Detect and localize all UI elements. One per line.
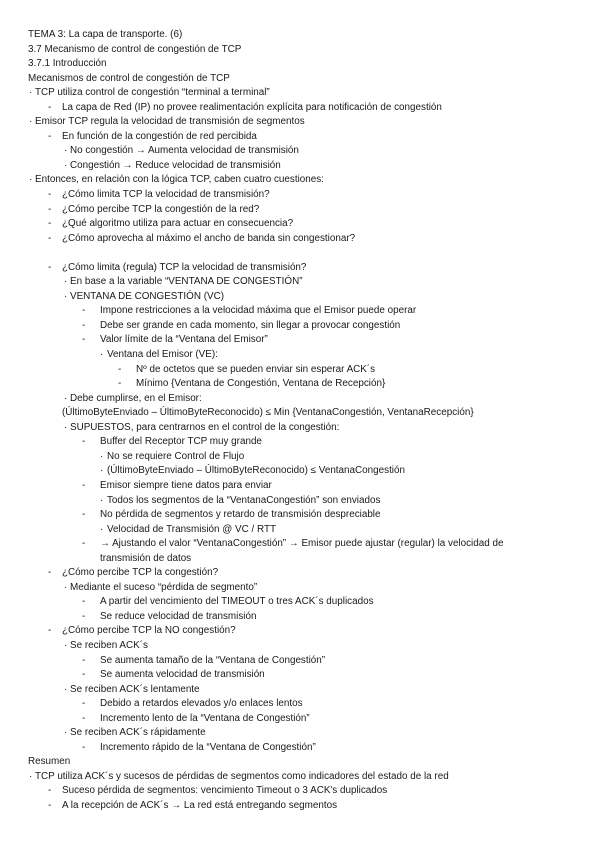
line-text: Mediante el suceso “pérdida de segmento” — [70, 581, 258, 593]
bullet-dot: · — [64, 290, 68, 302]
outline-line — [28, 523, 600, 538]
line-text: Debe ser grande en cada momento, sin llegar a provocar congestión — [100, 319, 401, 331]
line-text: (ÚltimoByteEnviado – ÚltimoByteReconocido) ≤ Min {VentanaCongestión, VentanaRecepción} — [62, 407, 474, 419]
line-text: ¿Cómo percibe TCP la congestión? — [62, 567, 219, 579]
outline-line — [28, 377, 600, 392]
bullet-dot: · — [29, 174, 33, 186]
outline-line — [28, 203, 600, 218]
line-text: TEMA 3: La capa de transporte. (6) — [28, 29, 183, 40]
outline-line — [28, 479, 600, 494]
outline-line — [28, 537, 600, 552]
line-text: 3.7.1 Introducción — [28, 58, 107, 70]
outline-line — [28, 43, 600, 58]
bullet-dash: - — [82, 669, 86, 681]
outline-line — [28, 726, 600, 741]
outline-line — [28, 72, 600, 87]
line-text: Incremento rápido de la “Ventana de Congestión” — [100, 741, 316, 753]
bullet-dash: - — [48, 232, 52, 244]
bullet-dot: · — [64, 159, 68, 171]
line-text: Resumen — [28, 756, 71, 768]
line-text: Mecanismos de control de congestión de TCP — [28, 72, 230, 84]
outline-line — [28, 392, 600, 407]
line-text: → Ajustando el valor “VentanaCongestión” → Emisor puede ajustar (regular) la velocidad de — [100, 538, 504, 550]
line-text: VENTANA DE CONGESTIÓN (VC) — [70, 290, 224, 302]
outline-line — [28, 333, 600, 348]
line-text: La capa de Red (IP) no provee realimentación explícita para notificación de congestión — [62, 101, 442, 113]
line-text: Se reciben ACK´s rápidamente — [70, 727, 206, 739]
bullet-dash: - — [82, 741, 86, 753]
outline-line — [28, 232, 600, 247]
line-text: Emisor TCP regula la velocidad de transmisión de segmentos — [35, 116, 305, 128]
bullet-dot: · — [64, 276, 68, 288]
bullet-dash: - — [48, 101, 52, 113]
outline-line — [28, 159, 600, 174]
line-text: Suceso pérdida de segmentos: vencimiento Timeout o 3 ACK's duplicados — [62, 785, 388, 797]
bullet-dot: · — [64, 392, 68, 404]
bullet-dash: - — [82, 610, 86, 622]
bullet-dash: - — [82, 712, 86, 724]
outline-line — [28, 610, 600, 625]
line-text: TCP utiliza ACK´s y sucesos de pérdidas de segmentos como indicadores del estado de la red — [35, 770, 449, 782]
line-text: Entonces, en relación con la lógica TCP, caben cuatro cuestiones: — [35, 174, 324, 186]
line-text: No pérdida de segmentos y retardo de transmisión despreciable — [100, 509, 381, 521]
bullet-dot: · — [64, 639, 68, 651]
line-text: Debido a retardos elevados y/o enlaces lentos — [100, 698, 303, 710]
bullet-dash: - — [48, 625, 52, 637]
line-text: TCP utiliza control de congestión “terminal a terminal” — [35, 87, 270, 99]
outline-line — [28, 755, 600, 770]
outline-line — [28, 581, 600, 596]
bullet-dot: · — [64, 581, 68, 593]
line-text: En función de la congestión de red percibida — [62, 130, 257, 142]
outline-line — [28, 115, 600, 130]
outline-line — [28, 566, 600, 581]
outline-line — [28, 130, 600, 145]
line-text: Se reciben ACK´s — [70, 639, 148, 651]
outline-line — [28, 595, 600, 610]
line-text: Ventana del Emisor (VE): — [107, 349, 218, 361]
bullet-dash: - — [82, 596, 86, 608]
outline-line — [28, 712, 600, 727]
bullet-dash: - — [48, 785, 52, 797]
line-text: Nº de octetos que se pueden enviar sin esperar ACK´s — [136, 363, 376, 375]
line-text: 3.7 Mecanismo de control de congestión de TCP — [28, 43, 242, 55]
outline-line — [28, 770, 600, 785]
line-text: Velocidad de Transmisión @ VC / RTT — [107, 523, 277, 535]
line-text: Todos los segmentos de la “VentanaCongestión” son enviados — [107, 494, 381, 506]
outline-line — [28, 275, 600, 290]
outline-line — [28, 217, 600, 232]
bullet-dot: · — [64, 683, 68, 695]
line-text: ¿Cómo percibe TCP la congestión de la red? — [62, 203, 260, 215]
line-text: ¿Cómo limita TCP la velocidad de transmisión? — [62, 189, 270, 201]
bullet-dot: · — [29, 116, 33, 128]
outline-line — [28, 144, 600, 159]
outline-line — [28, 464, 600, 479]
outline-line — [28, 261, 600, 276]
outline-line — [28, 319, 600, 334]
outline-line — [28, 421, 600, 436]
bullet-dash: - — [82, 698, 86, 710]
blank-line — [28, 246, 600, 261]
bullet-dash: - — [48, 189, 52, 201]
bullet-dash: - — [82, 305, 86, 317]
outline-line — [28, 173, 600, 188]
line-text: Mínimo {Ventana de Congestión, Ventana de Recepción} — [136, 378, 386, 390]
bullet-dash: - — [118, 378, 122, 390]
outline-line — [28, 799, 600, 814]
outline-line — [28, 508, 600, 523]
line-text: Se aumenta tamaño de la “Ventana de Congestión” — [100, 654, 326, 666]
line-text: Se aumenta velocidad de transmisión — [100, 669, 265, 681]
line-text: Valor límite de la “Ventana del Emisor” — [100, 334, 268, 346]
bullet-dash: - — [82, 479, 86, 491]
outline-line — [28, 101, 600, 116]
bullet-dash: - — [82, 319, 86, 331]
line-text: ¿Qué algoritmo utiliza para actuar en consecuencia? — [62, 218, 294, 230]
outline-line — [28, 290, 600, 305]
bullet-dot: · — [100, 349, 104, 361]
bullet-dot: · — [100, 465, 104, 477]
outline-line — [28, 435, 600, 450]
outline-line — [28, 304, 600, 319]
bullet-dash: - — [48, 203, 52, 215]
bullet-dash: - — [118, 363, 122, 375]
outline-line — [28, 406, 600, 421]
bullet-dash: - — [48, 799, 52, 811]
line-text: ¿Cómo limita (regula) TCP la velocidad de transmisión? — [62, 261, 307, 273]
outline-line — [28, 697, 600, 712]
outline-line — [28, 624, 600, 639]
bullet-dash: - — [82, 538, 86, 550]
bullet-dash: - — [48, 567, 52, 579]
line-text: No congestión → Aumenta velocidad de transmisión — [70, 145, 299, 157]
bullet-dot: · — [64, 727, 68, 739]
bullet-dash: - — [82, 334, 86, 346]
bullet-dash: - — [82, 436, 86, 448]
outline-line — [28, 741, 600, 756]
outline-line — [28, 552, 600, 567]
line-text: No se requiere Control de Flujo — [107, 450, 245, 462]
bullet-dash: - — [48, 261, 52, 273]
bullet-dash: - — [48, 130, 52, 142]
bullet-dot: · — [29, 87, 33, 99]
bullet-dash: - — [82, 509, 86, 521]
line-text: Se reciben ACK´s lentamente — [70, 683, 200, 695]
line-text: Congestión → Reduce velocidad de transmisión — [70, 159, 281, 171]
line-text: Impone restricciones a la velocidad máxima que el Emisor puede operar — [100, 305, 417, 317]
line-text: transmisión de datos — [100, 552, 192, 564]
bullet-dot: · — [100, 450, 104, 462]
line-text: (ÚltimoByteEnviado – ÚltimoByteReconocido) ≤ VentanaCongestión — [107, 465, 405, 477]
line-text: A partir del vencimiento del TIMEOUT o tres ACK´s duplicados — [100, 596, 374, 608]
outline-line — [28, 188, 600, 203]
line-text: Emisor siempre tiene datos para enviar — [100, 479, 272, 491]
outline-line — [28, 28, 600, 43]
bullet-dash: - — [82, 654, 86, 666]
line-text: Se reduce velocidad de transmisión — [100, 610, 257, 622]
line-text: ¿Cómo aprovecha al máximo el ancho de banda sin congestionar? — [62, 232, 356, 244]
bullet-dash: - — [48, 218, 52, 230]
line-text: Incremento lento de la “Ventana de Congestión” — [100, 712, 310, 724]
bullet-dot: · — [64, 421, 68, 433]
outline-line — [28, 668, 600, 683]
line-text: Debe cumplirse, en el Emisor: — [70, 392, 202, 404]
outline-line — [28, 494, 600, 509]
bullet-dot: · — [100, 523, 104, 535]
bullet-dot: · — [29, 770, 33, 782]
outline-line — [28, 639, 600, 654]
line-text: En base a la variable “VENTANA DE CONGESTIÓN” — [70, 276, 303, 288]
outline-line — [28, 784, 600, 799]
line-text: ¿Cómo percibe TCP la NO congestión? — [62, 625, 236, 637]
line-text: SUPUESTOS, para centrarnos en el control de la congestión: — [70, 421, 340, 433]
outline-line — [28, 348, 600, 363]
outline-line — [28, 363, 600, 378]
outline-line — [28, 86, 600, 101]
bullet-dot: · — [100, 494, 104, 506]
line-text: Buffer del Receptor TCP muy grande — [100, 436, 262, 448]
outline-line — [28, 57, 600, 72]
line-text: A la recepción de ACK´s → La red está entregando segmentos — [62, 799, 338, 811]
bullet-dot: · — [64, 145, 68, 157]
outline-line — [28, 654, 600, 669]
outline-line — [28, 683, 600, 698]
outline-line — [28, 450, 600, 465]
